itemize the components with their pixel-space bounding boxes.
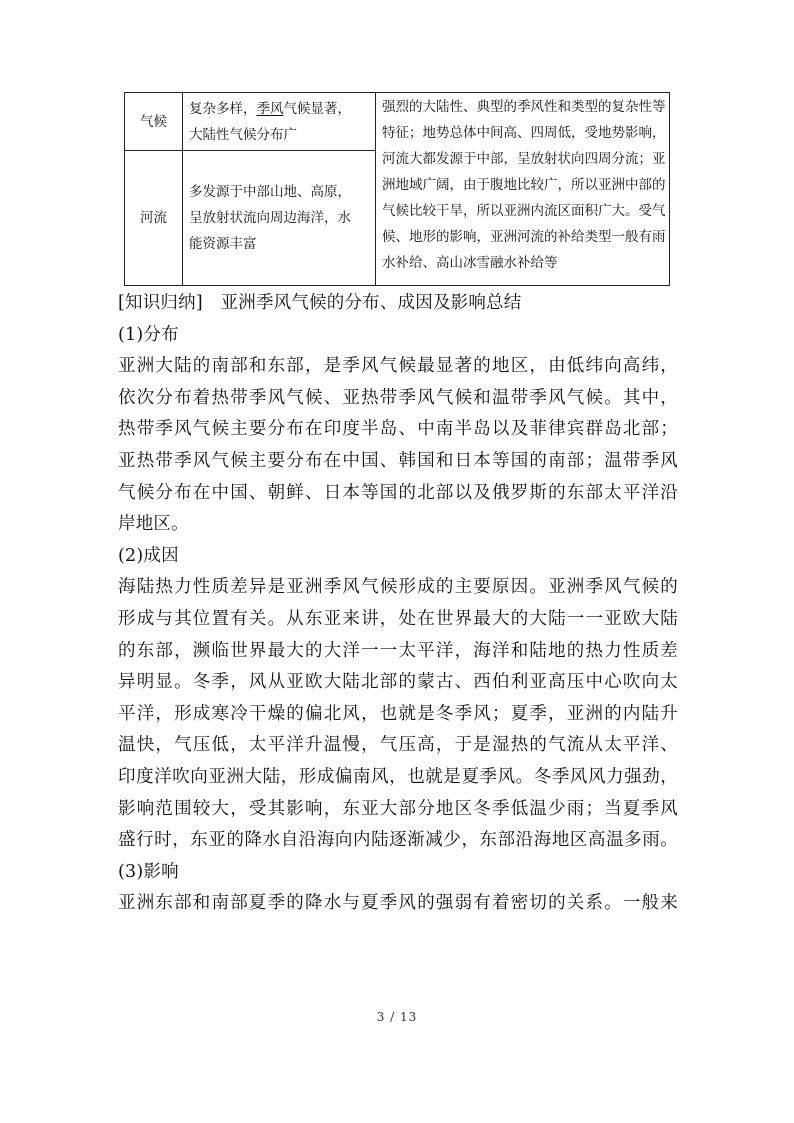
paragraph-line: 亚洲东部和南部夏季的降水与夏季风的强弱有着密切的关系。一般来 <box>118 893 678 914</box>
paragraph-line: 气候分布在中国、朝鲜、日本等国的北部以及俄罗斯的东部太平洋沿 <box>118 482 678 503</box>
paragraph-line: 盛行时，东亚的降水自沿海向内陆逐渐减少，东部沿海地区高温多雨。 <box>118 830 678 851</box>
climate-features <box>183 93 376 151</box>
reason-line: 洲地域广阔，由于腹地比较广，所以亚洲中部的 <box>382 177 666 193</box>
table-row <box>125 93 670 151</box>
river-feature-line: 多发源于中部山地、高原， <box>189 184 351 200</box>
section-title-cause: (2)成因 <box>118 545 179 566</box>
river-feature-line: 呈放射状流向周边海洋，水 <box>189 210 351 226</box>
paragraph-line: 异明显。冬季，风从亚欧大陆北部的蒙古、西伯利亚高压中心吹向太 <box>118 672 678 693</box>
paragraph-line: 亚热带季风气候主要分布在中国、韩国和日本等国的南部；温带季风 <box>118 450 678 471</box>
paragraph-line: 的东部，濒临世界最大的大洋一一太平洋，海洋和陆地的热力性质差 <box>118 640 678 661</box>
paragraph-line: 海陆热力性质差异是亚洲季风气候形成的主要原因。亚洲季风气候的 <box>118 577 678 598</box>
section-title-impact: (3)影响 <box>118 861 179 882</box>
reason-line: 气候比较干旱，所以亚洲内流区面积广大。受气 <box>382 203 666 219</box>
paragraph-line: 岸地区。 <box>118 514 189 535</box>
paragraph-line: 温快，气压低，太平洋升温慢，气压高，于是湿热的气流从太平洋、 <box>118 735 678 756</box>
reason-line: 特征；地势总体中间高、四周低，受地势影响， <box>382 125 666 141</box>
reason-line: 候、地形的影响，亚洲河流的补给类型一般有雨 <box>382 229 666 245</box>
row-name-river: 河流 <box>125 151 183 286</box>
climate-text-part: 复杂多样， <box>189 100 257 117</box>
geography-table <box>124 92 670 286</box>
paragraph-line: 平洋，形成寒冷干燥的偏北风，也就是冬季风；夏季，亚洲的内陆升 <box>118 703 678 724</box>
monsoon-underlined-term: 季风 <box>256 100 284 117</box>
summary-heading: [知识归纳] 亚洲季风气候的分布、成因及影响总结 <box>118 293 522 313</box>
reason-line: 强烈的大陆性、典型的季风性和类型的复杂性等 <box>382 99 666 115</box>
reason-line: 河流大都发源于中部，呈放射状向四周分流；亚 <box>382 151 666 167</box>
paragraph-line: 热带季风气候主要分布在印度半岛、中南半岛以及菲律宾群岛北部； <box>118 419 678 440</box>
reason-line: 水补给、高山冰雪融水补给等 <box>382 255 558 271</box>
river-feature-line: 能资源丰富 <box>189 236 257 252</box>
climate-features-line-1 <box>189 96 371 122</box>
paragraph-line: 依次分布着热带季风气候、亚热带季风气候和温带季风气候。其中， <box>118 387 678 408</box>
river-features <box>183 151 376 286</box>
paragraph-line: 影响范围较大，受其影响，东亚大部分地区冬季低温少雨；当夏季风 <box>118 798 678 819</box>
paragraph-line: 印度洋吹向亚洲大陆，形成偏南风，也就是夏季风。冬季风风力强劲， <box>118 766 678 787</box>
summary-body <box>118 288 678 920</box>
climate-features-line-2: 大陆性气候分布广 <box>189 126 297 143</box>
paragraph-line: 亚洲大陆的南部和东部，是季风气候最显著的地区，由低纬向高纬， <box>118 356 678 377</box>
climate-text-part: 气候显著， <box>283 100 351 117</box>
page-number: 3 / 13 <box>376 1010 418 1024</box>
row-name-climate: 气候 <box>125 93 183 151</box>
section-title-distribution: (1)分布 <box>118 324 179 345</box>
reasons-cell <box>376 93 670 286</box>
paragraph-line: 形成与其位置有关。从东亚来讲，处在世界最大的大陆一一亚欧大陆 <box>118 608 678 629</box>
